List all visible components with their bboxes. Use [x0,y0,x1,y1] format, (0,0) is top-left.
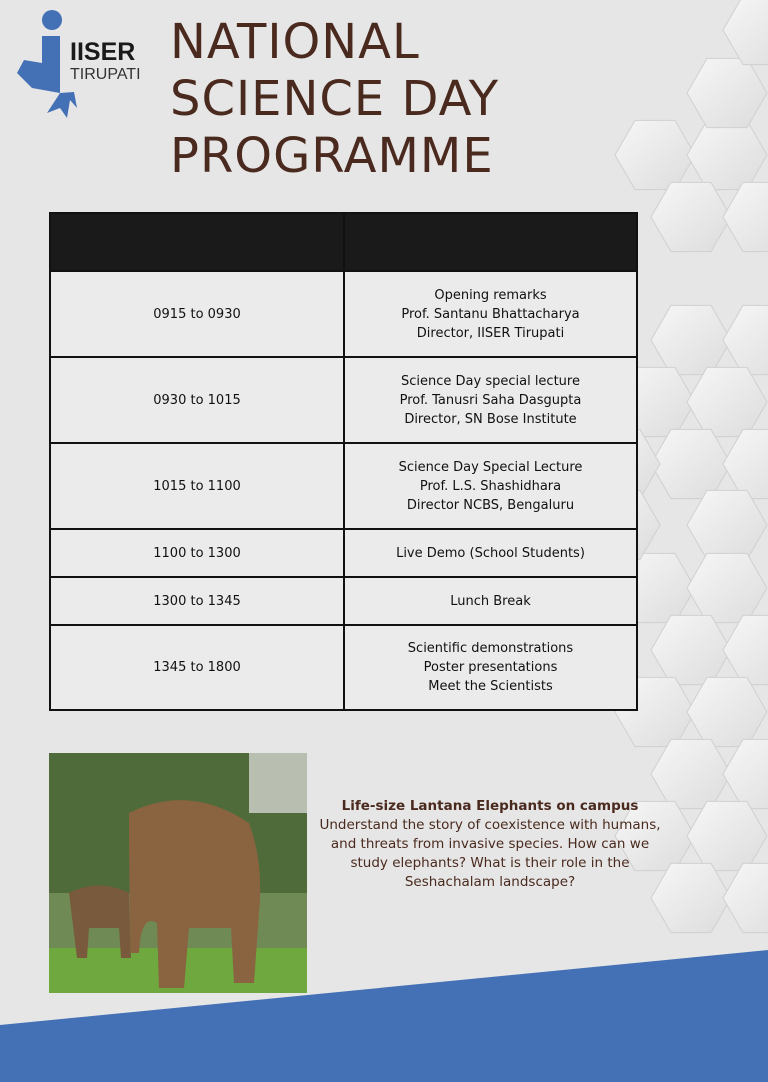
hexagon-shape [651,615,731,684]
hexagon-shape [651,739,731,808]
table-row [50,577,637,625]
feature-caption [318,797,662,892]
time-cell: 1015 to 1100 [50,443,344,529]
hexagon-shape [723,429,768,498]
event-line: Director, IISER Tirupati [416,325,565,341]
event-cell [344,271,637,357]
feature-text: Understand the story of coexistence with humans, and threats from invasive species. How can we study elephants? What is their role in the Seshachalam landscape? [319,817,661,890]
event-line: Poster presentations [423,660,558,675]
event-cell [344,357,637,443]
event-cell [344,443,637,529]
event-line: Lunch Break [450,593,531,609]
event-cell [344,577,637,625]
hexagon-shape [723,182,768,251]
event-line: Opening remarks [434,287,547,303]
hexagon-shape [615,120,695,189]
event-line: Scientific demonstrations [407,641,574,656]
event-line: Prof. Tanusri Saha Dasgupta [399,392,582,408]
hexagon-shape [687,801,767,870]
event-line: Science Day special lecture [401,373,580,389]
hexagon-shape [723,739,768,808]
hexagon-shape [687,367,767,436]
table-row [50,271,637,357]
table-row [50,529,637,577]
hexagon-shape [723,863,768,932]
hexagon-shape [687,490,767,559]
hexagon-shape [723,615,768,684]
programme-table [49,212,638,711]
table-row [50,625,637,710]
title-line: PROGRAMME [170,128,494,184]
table-row [50,443,637,529]
title-line: NATIONAL [170,14,420,70]
page-title [170,14,499,185]
hexagon-shape [651,429,731,498]
logo-text: IISER [70,38,136,66]
elephant-photo [49,753,307,993]
event-cell [344,529,637,577]
event-line: Director, SN Bose Institute [404,411,577,427]
hexagon-shape [651,305,731,374]
event-line: Director NCBS, Bengaluru [406,497,575,513]
hexagon-shape [687,120,767,189]
hexagon-shape [651,182,731,251]
event-line: Prof. L.S. Shashidhara [419,478,562,494]
feature-heading: Life-size Lantana Elephants on campus [341,798,639,814]
event-line: Prof. Santanu Bhattacharya [401,306,580,322]
header-time [50,213,344,271]
hexagon-shape [687,58,767,127]
hexagon-shape [651,863,731,932]
hexagon-shape [687,553,767,622]
time-cell: 1345 to 1800 [50,625,344,710]
event-cell [344,625,637,710]
table-row [50,357,637,443]
time-cell: 0915 to 0930 [50,271,344,357]
time-cell: 1100 to 1300 [50,529,344,577]
hexagon-shape [723,305,768,374]
header-event [344,213,637,271]
time-cell: 1300 to 1345 [50,577,344,625]
hexagon-shape [723,0,768,65]
event-line: Meet the Scientists [428,679,553,694]
title-line: SCIENCE DAY [170,71,500,127]
hexagon-shape [687,677,767,746]
event-line: Science Day Special Lecture [398,459,583,475]
time-cell: 0930 to 1015 [50,357,344,443]
logo-subtext: TIRUPATI [70,66,141,83]
event-line: Live Demo (School Students) [396,545,585,561]
